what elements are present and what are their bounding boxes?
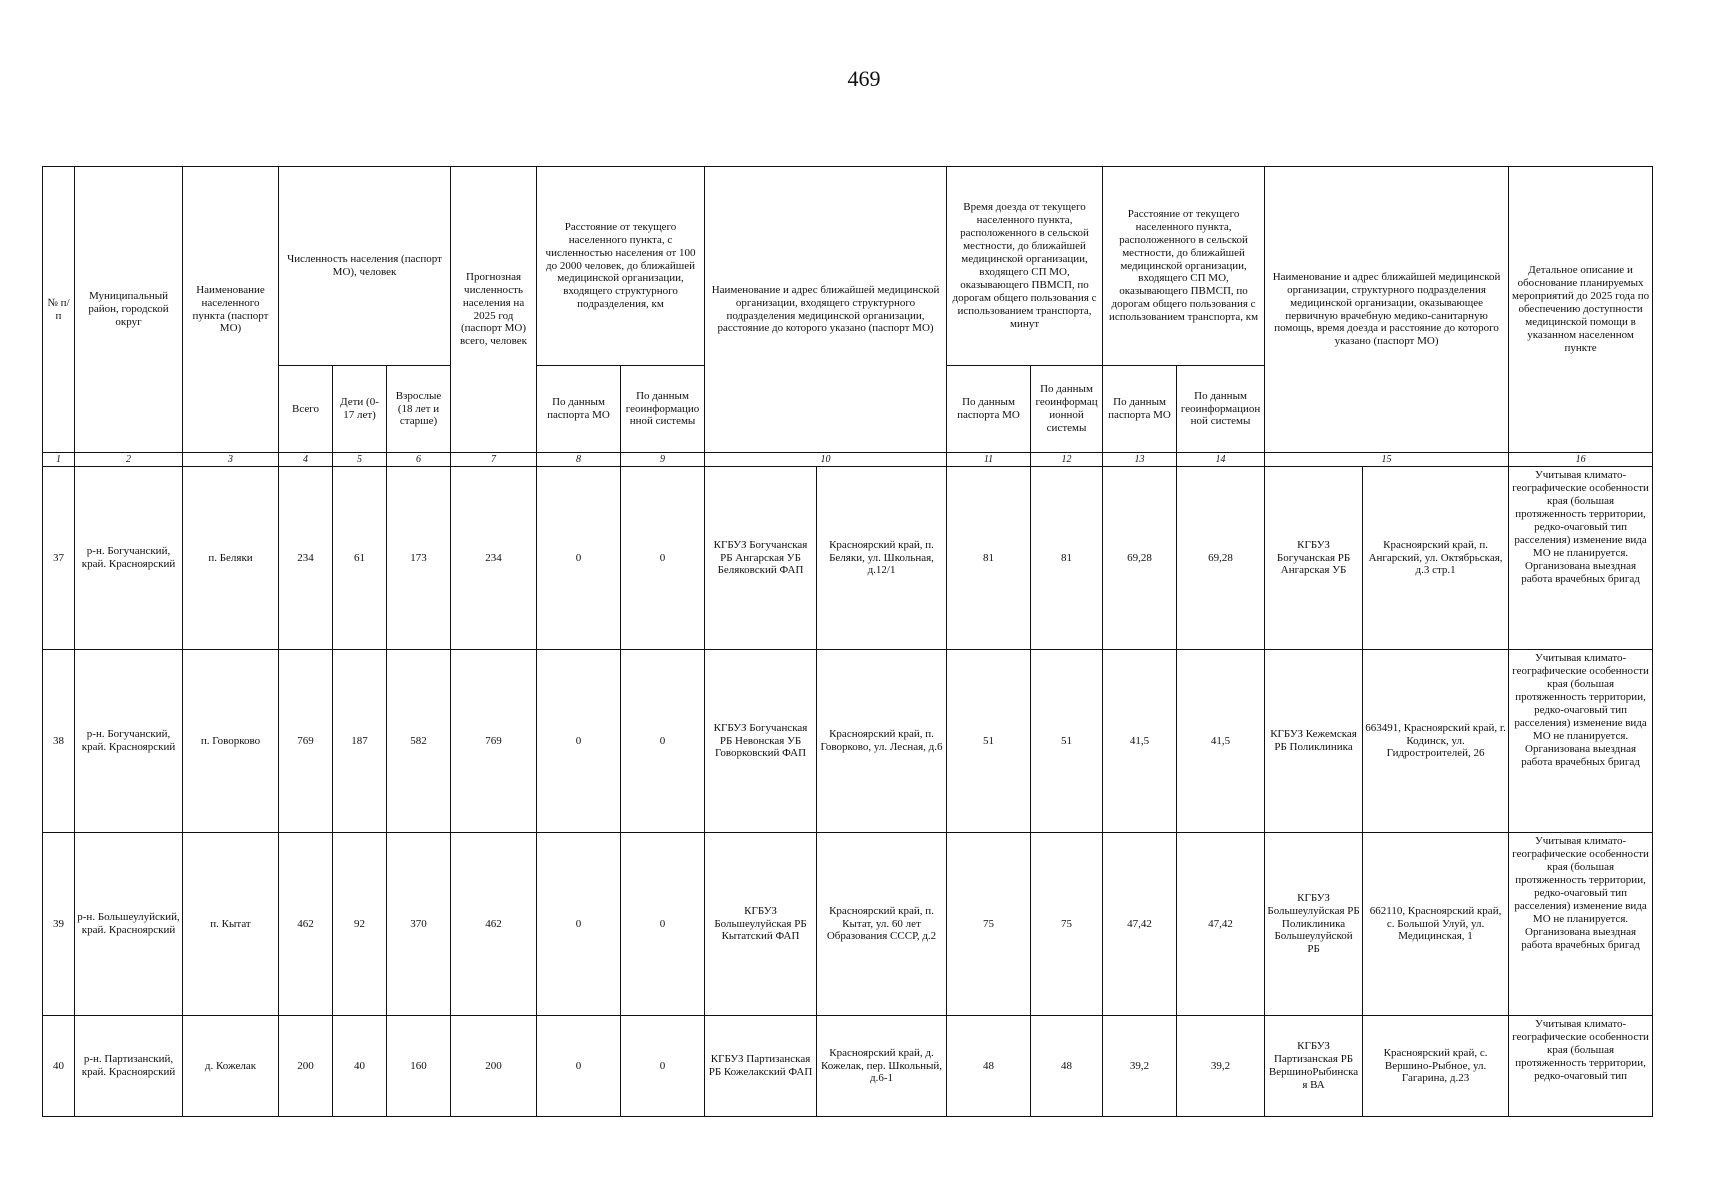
cell-dist-passport: 0: [537, 467, 621, 650]
cell-rural-dist-gis: 69,28: [1177, 467, 1265, 650]
cell-dist-gis: 0: [621, 467, 705, 650]
subheader-rural-passport: По данным паспорта МО: [1103, 366, 1177, 453]
subheader-distance-gis: По данным геоинформационной системы: [621, 366, 705, 453]
cell-pc-address: 662110, Красноярский край, с. Большой Улуй, ул. Медицинская, 1: [1363, 833, 1509, 1016]
column-number: 6: [387, 453, 451, 467]
cell-dist-gis: 0: [621, 833, 705, 1016]
cell-pc-name: КГБУЗ Кежемская РБ Поликлиника: [1265, 650, 1363, 833]
header-nearest-mo: Наименование и адрес ближайшей медицинской организации, входящего структурного подразделения медицинской организации, расстояние до которого указано (паспорт МО): [705, 167, 947, 453]
table-row: [43, 1016, 1653, 1117]
cell-dist-gis: 0: [621, 650, 705, 833]
cell-num: 40: [43, 1016, 75, 1117]
cell-mo-address: Красноярский край, п. Кытат, ул. 60 лет Образования СССР, д.2: [817, 833, 947, 1016]
cell-locality: п. Кытат: [183, 833, 279, 1016]
header-distance-100-2000: Расстояние от текущего населенного пункта, с численностью населения от 100 до 2000 человек, до ближайшей медицинской организации, входящего структурного подразделения, км: [537, 167, 705, 366]
cell-rural-dist-passport: 69,28: [1103, 467, 1177, 650]
cell-time-passport: 51: [947, 650, 1031, 833]
cell-dist-passport: 0: [537, 833, 621, 1016]
cell-forecast: 462: [451, 833, 537, 1016]
cell-adults: 173: [387, 467, 451, 650]
cell-forecast: 200: [451, 1016, 537, 1117]
table-row: [43, 467, 1653, 650]
column-number: 1: [43, 453, 75, 467]
cell-description: [1509, 833, 1653, 1016]
subheader-distance-passport: По данным паспорта МО: [537, 366, 621, 453]
cell-district: р-н. Богучанский, край. Красноярский: [75, 467, 183, 650]
column-number: 14: [1177, 453, 1265, 467]
cell-pc-address: 663491, Красноярский край, г. Кодинск, ул. Гидростроителей, 26: [1363, 650, 1509, 833]
cell-rural-dist-passport: 41,5: [1103, 650, 1177, 833]
cell-mo-address: Красноярский край, д. Кожелак, пер. Школьный, д.6-1: [817, 1016, 947, 1117]
cell-pc-name: КГБУЗ Партизанская РБ ВершиноРыбинская ВА: [1265, 1016, 1363, 1117]
cell-mo-address: Красноярский край, п. Беляки, ул. Школьная, д.12/1: [817, 467, 947, 650]
cell-district: р-н. Большеулуйский, край. Красноярский: [75, 833, 183, 1016]
header-district: Муниципальный район, городской округ: [75, 167, 183, 453]
cell-total: 769: [279, 650, 333, 833]
column-number: 5: [333, 453, 387, 467]
cell-mo-address: Красноярский край, п. Говорково, ул. Лесная, д.6: [817, 650, 947, 833]
subheader-time-gis: По данным геоинформационной системы: [1031, 366, 1103, 453]
cell-mo-name: КГБУЗ Богучанская РБ Невонская УБ Говорковский ФАП: [705, 650, 817, 833]
cell-time-gis: 75: [1031, 833, 1103, 1016]
cell-pc-name: КГБУЗ Большеулуйская РБ Поликлиника Большеулуйской РБ: [1265, 833, 1363, 1016]
cell-adults: 582: [387, 650, 451, 833]
header-population: Численность населения (паспорт МО), человек: [279, 167, 451, 366]
cell-locality: п. Говорково: [183, 650, 279, 833]
description-text: Учитывая климато-географические особенности края (большая протяженность территории, редко-очаговый тип: [1512, 1018, 1649, 1082]
subheader-rural-gis: По данным геоинформационной системы: [1177, 366, 1265, 453]
cell-pc-name: КГБУЗ Богучанская РБ Ангарская УБ: [1265, 467, 1363, 650]
column-number: 11: [947, 453, 1031, 467]
cell-description: [1509, 1016, 1653, 1117]
cell-adults: 160: [387, 1016, 451, 1117]
column-number: 3: [183, 453, 279, 467]
header-rural-distance: Расстояние от текущего населенного пункта, расположенного в сельской местности, до ближайшей медицинской организации, входящего СП МО, оказывающего ПВМСП, по дорогам общего пользования с использованием транспорта, км: [1103, 167, 1265, 366]
column-number: 9: [621, 453, 705, 467]
cell-children: 40: [333, 1016, 387, 1117]
cell-district: р-н. Богучанский, край. Красноярский: [75, 650, 183, 833]
cell-total: 462: [279, 833, 333, 1016]
column-number: 4: [279, 453, 333, 467]
column-number: 16: [1509, 453, 1653, 467]
cell-forecast: 769: [451, 650, 537, 833]
cell-rural-dist-passport: 39,2: [1103, 1016, 1177, 1117]
cell-locality: д. Кожелак: [183, 1016, 279, 1117]
header-travel-time: Время доезда от текущего населенного пункта, расположенного в сельской местности, до ближайшей медицинской организации, входящего СП МО, оказывающего ПВМСП, по дорогам общего пользования с использованием транспорта, минут: [947, 167, 1103, 366]
description-text: Учитывая климато-географические особенности края (большая протяженность территории, редко-очаговый тип расселения) изменение вида МО не планируется. Организована выездная работа врачебных бригад: [1512, 652, 1649, 768]
cell-time-passport: 75: [947, 833, 1031, 1016]
cell-time-gis: 48: [1031, 1016, 1103, 1117]
column-number: 12: [1031, 453, 1103, 467]
cell-mo-name: КГБУЗ Большеулуйская РБ Кытатский ФАП: [705, 833, 817, 1016]
cell-children: 187: [333, 650, 387, 833]
cell-num: 37: [43, 467, 75, 650]
header-primary-care-mo: Наименование и адрес ближайшей медицинской организации, структурного подразделения медицинской организации, оказывающее первичную врачебную медико-санитарную помощь, время доезда и расстояние до которого указано (паспорт МО): [1265, 167, 1509, 453]
header-num: № п/п: [43, 167, 75, 453]
cell-district: р-н. Партизанский, край. Красноярский: [75, 1016, 183, 1117]
cell-dist-passport: 0: [537, 650, 621, 833]
cell-mo-name: КГБУЗ Партизанская РБ Кожелакский ФАП: [705, 1016, 817, 1117]
cell-time-passport: 48: [947, 1016, 1031, 1117]
column-number: 8: [537, 453, 621, 467]
cell-children: 92: [333, 833, 387, 1016]
description-text: Учитывая климато-географические особенности края (большая протяженность территории, редко-очаговый тип расселения) изменение вида МО не планируется. Организована выездная работа врачебных бригад: [1512, 469, 1649, 585]
cell-description: [1509, 467, 1653, 650]
subheader-children: Дети (0-17 лет): [333, 366, 387, 453]
cell-total: 200: [279, 1016, 333, 1117]
description-text: Учитывая климато-географические особенности края (большая протяженность территории, редко-очаговый тип расселения) изменение вида МО не планируется. Организована выездная работа врачебных бригад: [1512, 835, 1649, 951]
cell-rural-dist-gis: 39,2: [1177, 1016, 1265, 1117]
cell-children: 61: [333, 467, 387, 650]
column-number: 13: [1103, 453, 1177, 467]
subheader-time-passport: По данным паспорта МО: [947, 366, 1031, 453]
cell-mo-name: КГБУЗ Богучанская РБ Ангарская УБ Беляковский ФАП: [705, 467, 817, 650]
cell-dist-gis: 0: [621, 1016, 705, 1117]
table-row: [43, 650, 1653, 833]
cell-dist-passport: 0: [537, 1016, 621, 1117]
cell-total: 234: [279, 467, 333, 650]
cell-time-gis: 51: [1031, 650, 1103, 833]
cell-rural-dist-gis: 47,42: [1177, 833, 1265, 1016]
column-number: 2: [75, 453, 183, 467]
cell-adults: 370: [387, 833, 451, 1016]
cell-locality: п. Беляки: [183, 467, 279, 650]
cell-num: 38: [43, 650, 75, 833]
subheader-total: Всего: [279, 366, 333, 453]
cell-pc-address: Красноярский край, п. Ангарский, ул. Октябрьская, д.3 стр.1: [1363, 467, 1509, 650]
page-number: 469: [847, 66, 881, 91]
cell-time-passport: 81: [947, 467, 1031, 650]
cell-forecast: 234: [451, 467, 537, 650]
header-locality: Наименование населенного пункта (паспорт МО): [183, 167, 279, 453]
header-forecast: Прогнозная численность населения на 2025 год (паспорт МО) всего, человек: [451, 167, 537, 453]
cell-rural-dist-passport: 47,42: [1103, 833, 1177, 1016]
table-row: [43, 833, 1653, 1016]
cell-time-gis: 81: [1031, 467, 1103, 650]
cell-description: [1509, 650, 1653, 833]
cell-pc-address: Красноярский край, с. Вершино-Рыбное, ул. Гагарина, д.23: [1363, 1016, 1509, 1117]
column-number: 7: [451, 453, 537, 467]
column-number: 15: [1265, 453, 1509, 467]
subheader-adults: Взрослые (18 лет и старше): [387, 366, 451, 453]
column-number: 10: [705, 453, 947, 467]
medical-access-table: [42, 166, 1653, 1117]
header-description: Детальное описание и обоснование планируемых мероприятий до 2025 года по обеспечению доступности медицинской помощи в указанном населенном пункте: [1509, 167, 1653, 453]
cell-num: 39: [43, 833, 75, 1016]
cell-rural-dist-gis: 41,5: [1177, 650, 1265, 833]
